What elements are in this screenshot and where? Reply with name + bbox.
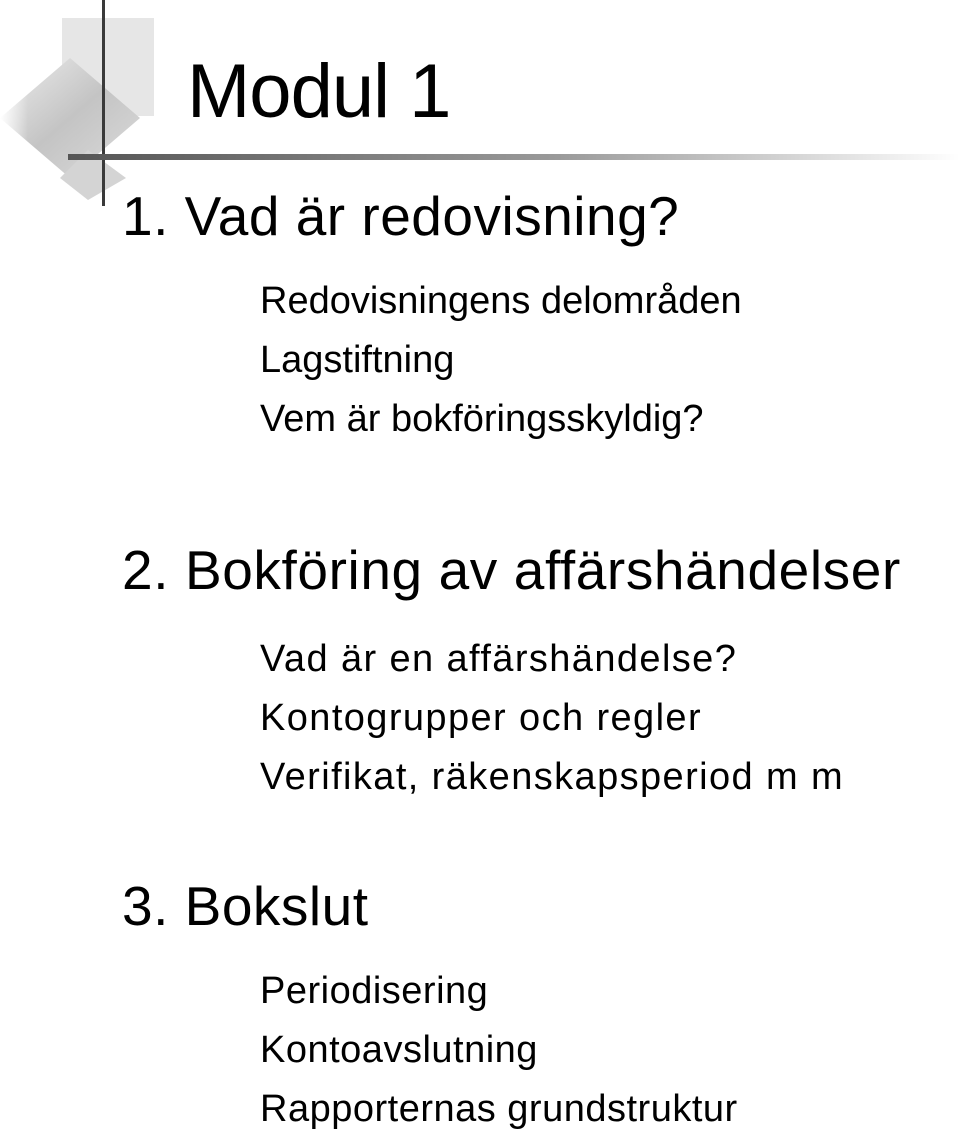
section-heading-bokforing: 2. Bokföring av affärshändelser bbox=[122, 539, 901, 601]
list-item: Kontoavslutning bbox=[260, 1029, 538, 1071]
section-list-bokforing bbox=[260, 630, 844, 807]
list-item: Kontogrupper och regler bbox=[260, 697, 703, 739]
list-item: Rapporternas grundstruktur bbox=[260, 1088, 738, 1130]
vertical-rule bbox=[102, 0, 105, 206]
section-heading-bokslut: 3. Bokslut bbox=[122, 875, 369, 937]
list-item: Lagstiftning bbox=[260, 339, 455, 381]
horizontal-rule bbox=[68, 154, 960, 160]
slide-title: Modul 1 bbox=[187, 49, 451, 134]
list-item: Redovisningens delområden bbox=[260, 280, 742, 322]
section-heading-redovisning: 1. Vad är redovisning? bbox=[122, 185, 680, 247]
section-list-bokslut bbox=[260, 962, 738, 1139]
section-list-redovisning bbox=[260, 272, 742, 449]
diamond-fade bbox=[0, 50, 28, 190]
list-item: Verifikat, räkenskapsperiod m m bbox=[260, 756, 845, 798]
list-item: Periodisering bbox=[260, 970, 489, 1012]
list-item: Vem är bokföringsskyldig? bbox=[260, 398, 704, 440]
list-item: Vad är en affärshändelse? bbox=[260, 638, 738, 680]
